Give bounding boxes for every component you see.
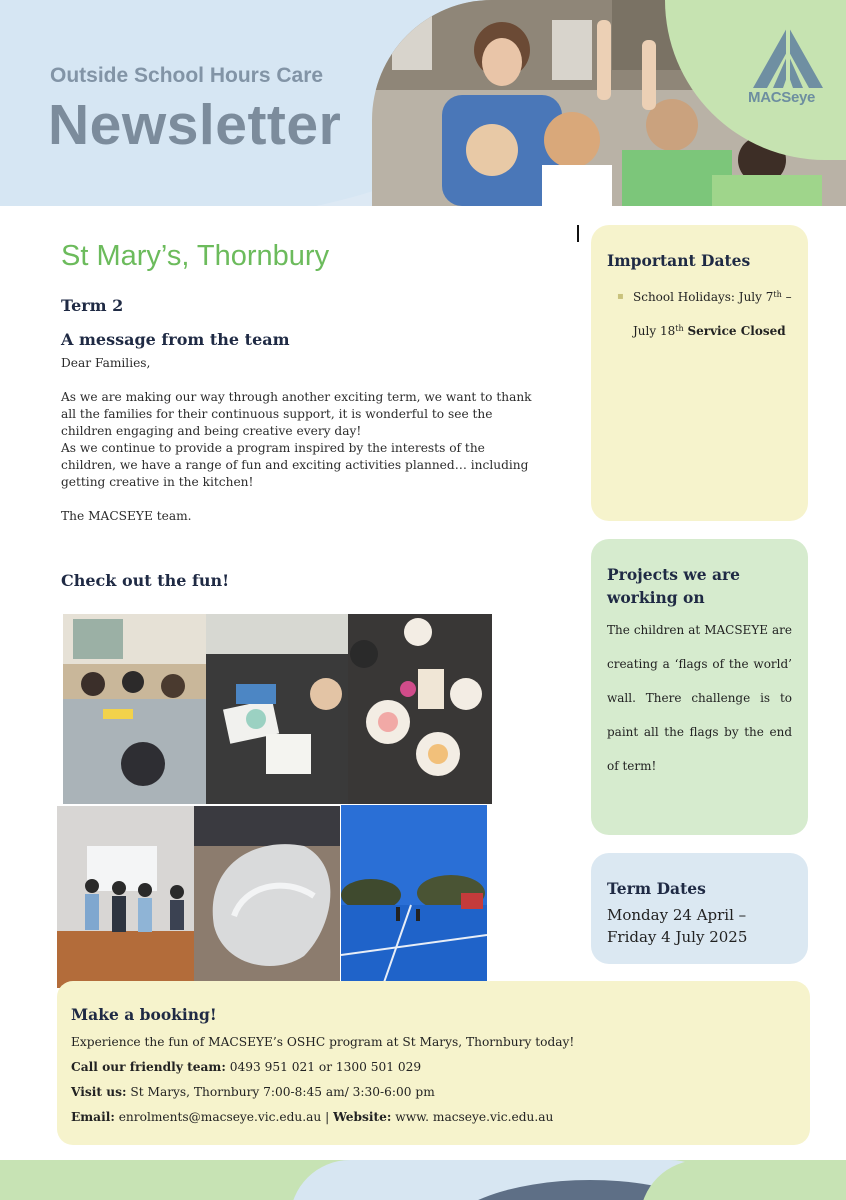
projects-heading: Projects we are working on bbox=[607, 565, 741, 607]
booking-intro: Experience the fun of MACSEYE’s OSHC program at St Marys, Thornbury today! bbox=[71, 1035, 575, 1049]
important-dates-list bbox=[607, 280, 792, 348]
photo-activity-6 bbox=[341, 805, 487, 991]
phone-numbers[interactable]: 0493 951 021 or 1300 501 029 bbox=[225, 1060, 422, 1074]
photo-activity-5 bbox=[194, 806, 340, 988]
newsletter-kicker: Outside School Hours Care bbox=[50, 64, 324, 87]
message-paragraph: As we are making our way through another exciting term, we want to thank all the families for their continuous support, it is wonderful to see the children engaging and being creative every day! As we continue to provide a program inspired by the interests of the children, we have a range of fun and exciting activities planned… including getting creative in the kitchen! bbox=[61, 390, 532, 489]
term-dates-heading: Term Dates bbox=[607, 879, 706, 898]
logo-wordmark: MACSeye bbox=[748, 89, 816, 106]
projects-card bbox=[591, 539, 808, 835]
website-link[interactable]: www. macseye.vic.edu.au bbox=[391, 1110, 554, 1124]
booking-visit-line: Visit us: St Marys, Thornbury 7:00-8:45 am/ 3:30-6:00 pm bbox=[71, 1085, 435, 1099]
bullet-icon: ▪ bbox=[617, 291, 624, 302]
header-banner bbox=[0, 0, 846, 206]
booking-contact-line: Email: enrolments@macseye.vic.edu.au | Website: www. macseye.vic.edu.au bbox=[71, 1110, 554, 1124]
term-dates-card bbox=[591, 853, 808, 964]
fun-heading: Check out the fun! bbox=[61, 571, 230, 590]
photo-activity-2 bbox=[206, 614, 348, 804]
signoff: The MACSEYE team. bbox=[61, 509, 192, 523]
important-dates-card bbox=[591, 225, 808, 521]
photo-activity-4 bbox=[57, 806, 194, 988]
photo-activity-3 bbox=[348, 614, 492, 804]
term-dates-line1: Monday 24 April – bbox=[607, 906, 747, 924]
term-label: Term 2 bbox=[61, 296, 124, 315]
list-item: ▪ School Holidays: July 7th – July 18th Service Closed bbox=[633, 280, 792, 348]
newsletter-title: Newsletter bbox=[48, 93, 342, 157]
email-link[interactable]: enrolments@macseye.vic.edu.au bbox=[114, 1110, 322, 1124]
text-cursor bbox=[577, 225, 579, 242]
footer-decoration bbox=[0, 1160, 846, 1200]
term-dates-line2: Friday 4 July 2025 bbox=[607, 928, 748, 946]
greeting: Dear Families, bbox=[61, 356, 151, 370]
message-body bbox=[61, 355, 541, 525]
projects-body: The children at MACSEYE are creating a ‘flags of the world’ wall. There challenge is to paint all the flags by the end of term! bbox=[607, 623, 792, 773]
school-name: St Mary’s, Thornbury bbox=[61, 240, 330, 272]
photo-activity-1 bbox=[63, 614, 206, 804]
message-heading: A message from the team bbox=[61, 330, 290, 349]
booking-panel bbox=[57, 981, 810, 1145]
important-dates-heading: Important Dates bbox=[607, 251, 751, 270]
booking-heading: Make a booking! bbox=[71, 1005, 217, 1024]
service-closed-label: Service Closed bbox=[687, 324, 786, 338]
booking-call-line: Call our friendly team: 0493 951 021 or 1300 501 029 bbox=[71, 1060, 422, 1074]
